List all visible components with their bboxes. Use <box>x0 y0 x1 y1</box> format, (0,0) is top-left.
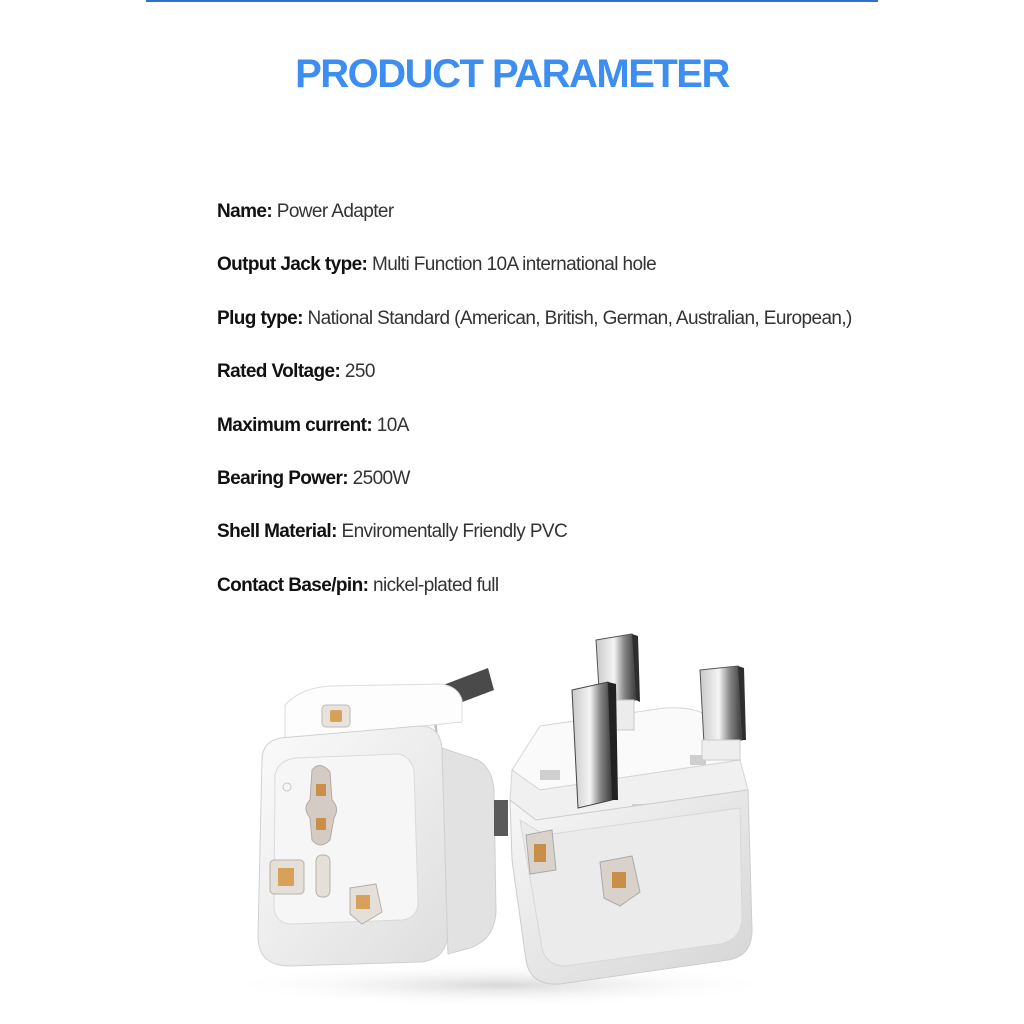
param-value: Multi Function 10A international hole <box>371 254 657 276</box>
page-title: PRODUCT PARAMETER <box>295 52 729 96</box>
param-value: National Standard (American, British, German, Australian, European,) <box>307 307 852 329</box>
product-photo <box>230 620 790 1010</box>
param-label: Rated Voltage: <box>217 361 341 383</box>
top-divider <box>146 0 878 2</box>
param-value: 10A <box>376 414 409 436</box>
param-value: nickel-plated full <box>373 574 499 596</box>
param-row-max-current <box>217 412 917 465</box>
param-label: Output Jack type: <box>217 254 368 276</box>
param-row-plug-type <box>217 305 917 358</box>
param-row-output-jack <box>217 251 917 304</box>
param-value: 250 <box>344 361 375 383</box>
param-label: Name: <box>217 201 273 222</box>
param-row-bearing-power <box>217 465 917 518</box>
param-label: Maximum current: <box>217 414 373 436</box>
param-row-name <box>217 198 917 251</box>
param-label: Bearing Power: <box>217 467 348 489</box>
param-label: Shell Material: <box>217 521 337 543</box>
left-adapter <box>258 668 496 966</box>
param-row-contact-base <box>217 572 917 625</box>
parameter-list <box>217 198 917 625</box>
param-value: 2500W <box>352 467 410 489</box>
param-label: Contact Base/pin: <box>217 574 369 596</box>
right-adapter <box>494 634 752 984</box>
param-label: Plug type: <box>217 307 303 329</box>
param-value: Power Adapter <box>276 201 394 222</box>
param-row-rated-voltage <box>217 358 917 411</box>
param-value: Enviromentally Friendly PVC <box>341 521 568 543</box>
param-row-shell-material <box>217 518 917 571</box>
